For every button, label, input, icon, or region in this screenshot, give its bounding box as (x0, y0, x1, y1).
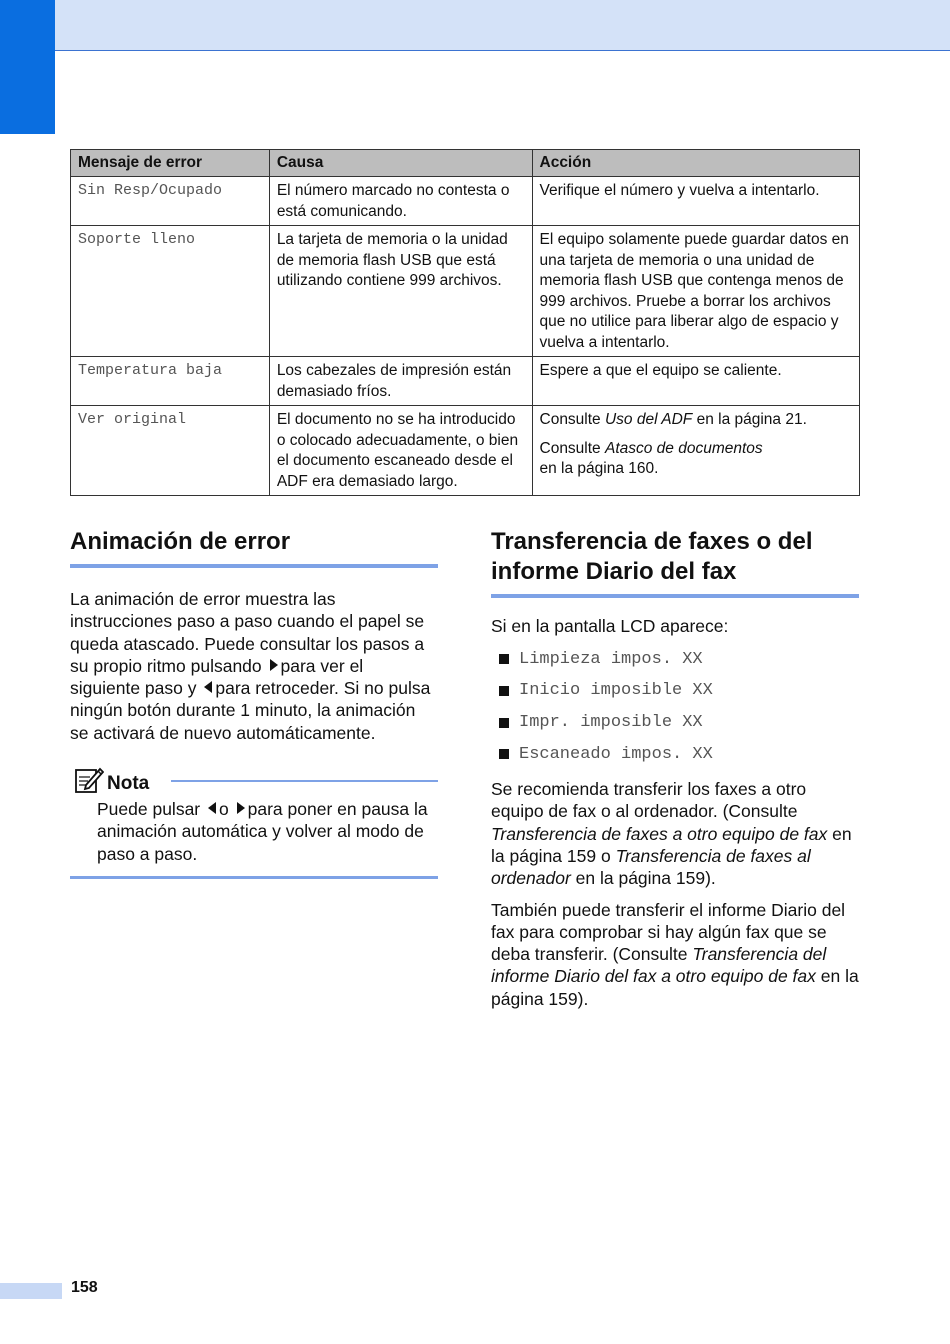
header-cause: Causa (269, 150, 532, 177)
error-cause: El documento no se ha introducido o colocado adecuadamente, o bien el documento escaneado desde el ADF era demasiado largo. (269, 406, 532, 496)
note-box (70, 762, 438, 879)
list-item (491, 707, 859, 739)
error-message: Soporte lleno (71, 226, 270, 357)
error-cause: Los cabezales de impresión están demasiado fríos. (269, 357, 532, 406)
error-messages-table (70, 149, 860, 496)
note-text: Puede pulsar o para poner en pausa la animación automática y volver al modo de paso a paso. (97, 799, 428, 864)
lcd-message: Inicio imposible XX (519, 681, 713, 701)
error-action: El equipo solamente puede guardar datos en una tarjeta de memoria o una unidad de memoria flash USB que contenga menos de 999 archivos. Pruebe a borrar los archivos que no utilice para liberar algo de espacio y vuelva a intentarlo. (532, 226, 860, 357)
error-action (532, 406, 860, 496)
error-message: Sin Resp/Ocupado (71, 177, 270, 226)
page-number: 158 (71, 1279, 98, 1296)
table-row (71, 226, 860, 357)
footer-bar (0, 1283, 62, 1299)
bullet-square-icon (499, 686, 509, 696)
fax-transfer-section (491, 527, 859, 1010)
table-row (71, 357, 860, 406)
cross-reference-link: Transferencia de faxes al ordenador (491, 845, 811, 889)
action-reference: Consulte Uso del ADF en la página 21. (539, 411, 807, 428)
note-bottom-divider (70, 876, 438, 879)
section-heading: Animación de error (70, 527, 438, 568)
bullet-square-icon (499, 718, 509, 728)
action-reference: Consulte Atasco de documentos en la página 160. (539, 439, 763, 477)
cross-reference-link: Transferencia del informe Diario del fax a otro equipo de fax (491, 944, 827, 987)
note-label: Nota (107, 773, 150, 795)
chapter-tab (0, 0, 55, 134)
transfer-paragraph: Se recomienda transferir los faxes a otro equipo de fax o al ordenador. (Consulte Transferencia de faxes a otro equipo de fax en la página 159 o Transferencia de faxes al ordenador en la página 159). (491, 779, 852, 889)
journal-paragraph: También puede transferir el informe Diario del fax para comprobar si hay algún fax que se deba transferir. (Consulte Transferencia del informe Diario del fax a otro equipo de fax en la página 159). (491, 899, 859, 1009)
table-row (71, 406, 860, 496)
section-heading: Transferencia de faxes o del informe Diario del fax (491, 527, 859, 598)
note-divider (171, 780, 438, 782)
right-arrow-icon (270, 659, 278, 671)
header-action: Acción (532, 150, 860, 177)
right-arrow-icon (237, 802, 245, 814)
section-intro: Si en la pantalla LCD aparece: (491, 616, 729, 636)
left-arrow-icon (208, 802, 216, 814)
cross-reference-link: Uso del ADF (604, 411, 693, 428)
lcd-message: Impr. imposible XX (519, 713, 703, 733)
error-message: Temperatura baja (71, 357, 270, 406)
error-action: Verifique el número y vuelva a intentarlo. (532, 177, 860, 226)
table-header-row (71, 150, 860, 177)
error-cause: El número marcado no contesta o está comunicando. (269, 177, 532, 226)
lcd-message-list (491, 643, 859, 770)
list-item (491, 738, 859, 770)
left-arrow-icon (204, 681, 212, 693)
list-item (491, 643, 859, 675)
header-band (0, 0, 950, 51)
section-body: La animación de error muestra las instrucciones paso a paso cuando el papel se queda atascado. Puede consultar los pasos a su propio ritmo pulsando para ver el siguiente paso y para retroceder. Si no pulsa ningún botón durante 1 minuto, la animación se activará de nuevo automáticamente. (70, 589, 431, 743)
error-cause: La tarjeta de memoria o la unidad de memoria flash USB que está utilizando contiene 999 archivos. (269, 226, 532, 357)
list-item (491, 675, 859, 707)
lcd-message: Escaneado impos. XX (519, 744, 713, 764)
table-row (71, 177, 860, 226)
header-message: Mensaje de error (71, 150, 270, 177)
note-pencil-icon (74, 765, 104, 795)
error-message: Ver original (71, 406, 270, 496)
cross-reference-link: Atasco de documentos (604, 439, 763, 457)
error-animation-section (70, 527, 438, 879)
bullet-square-icon (499, 654, 509, 664)
lcd-message: Limpieza impos. XX (519, 649, 703, 669)
bullet-square-icon (499, 749, 509, 759)
error-action: Espere a que el equipo se caliente. (532, 357, 860, 406)
cross-reference-link: Transferencia de faxes a otro equipo de fax (491, 823, 828, 844)
